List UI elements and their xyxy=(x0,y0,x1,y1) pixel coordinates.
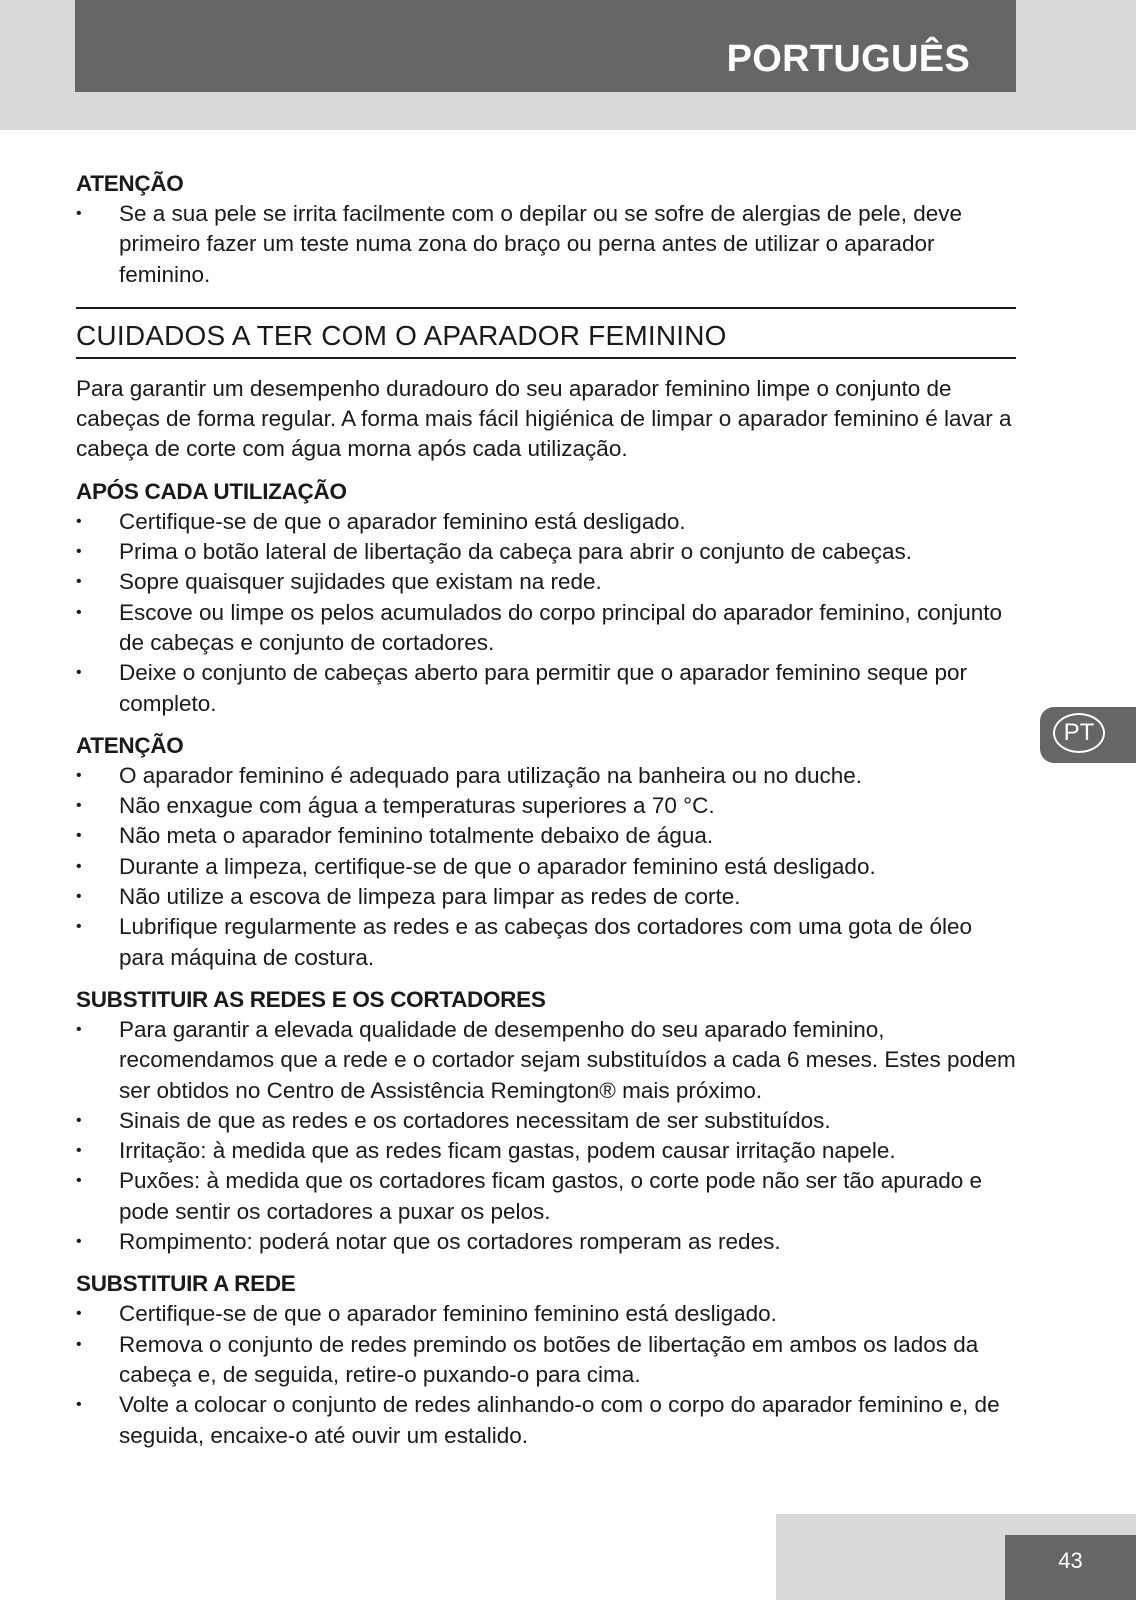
list-item xyxy=(76,761,1016,791)
list-item xyxy=(76,1227,1016,1257)
bullet: • xyxy=(76,888,82,906)
list-item xyxy=(76,1136,1016,1166)
list-item-text: Sinais de que as redes e os cortadores necessitam de ser substituídos. xyxy=(119,1107,831,1133)
header-bar xyxy=(75,0,1016,92)
bullet: • xyxy=(76,827,82,845)
list-item xyxy=(76,882,1016,912)
intro-paragraph: Para garantir um desempenho duradouro do seu aparador feminino limpe o conjunto de cabeças de forma regular. A forma mais fácil higiénica de limpar o aparador feminino é lavar a cabeça de corte com água morna após cada utilização. xyxy=(76,375,1012,462)
list-item xyxy=(76,1166,1016,1227)
list-item-text: O aparador feminino é adequado para utilização na banheira ou no duche. xyxy=(119,762,863,788)
list-item-text: Se a sua pele se irrita facilmente com o depilar ou se sofre de alergias de pele, deve primeiro fazer um teste numa zona do braço ou perna antes de utilizar o aparador feminino. xyxy=(119,201,962,287)
list-item xyxy=(76,1015,1016,1106)
bullet: • xyxy=(76,543,82,561)
bullet: • xyxy=(76,1396,82,1414)
section-header xyxy=(76,307,1016,359)
list-item xyxy=(76,567,1016,597)
list-item xyxy=(76,658,1016,719)
section-title: CUIDADOS A TER COM O APARADOR FEMININO xyxy=(76,319,727,351)
list-item-text: Para garantir a elevada qualidade de desempenho do seu aparado feminino, recomendamos que a rede e o cortador sejam substituídos a cada 6 meses. Estes podem ser obtidos no Centro de Assistência Remington® mais próximo. xyxy=(119,1016,1016,1103)
list-item xyxy=(76,199,1016,290)
list-item-text: Não enxague com água a temperaturas superiores a 70 °C. xyxy=(119,793,715,819)
list-item xyxy=(76,1390,1016,1451)
bullet: • xyxy=(76,1233,82,1251)
language-badge: PT xyxy=(1053,713,1105,753)
list-item-text: Não utilize a escova de limpeza para limpar as redes de corte. xyxy=(119,884,741,910)
bullet: • xyxy=(76,1111,82,1129)
language-tab xyxy=(1040,707,1136,763)
attention-heading-2: ATENÇÃO xyxy=(76,732,184,758)
list-item-text: Puxões: à medida que os cortadores ficam gastos, o corte pode não ser tão apurado e pode sentir os cortadores a puxar os pelos. xyxy=(119,1168,983,1224)
list-item xyxy=(76,852,1016,882)
attention-list-2 xyxy=(76,761,1016,973)
list-item-text: Certifique-se de que o aparador feminino feminino está desligado. xyxy=(119,1301,777,1327)
list-item xyxy=(76,1330,1016,1391)
bullet: • xyxy=(76,1142,82,1160)
list-item xyxy=(76,507,1016,537)
replace-foil-list xyxy=(76,1299,1016,1450)
list-item-text: Irritação: à medida que as redes ficam gastas, podem causar irritação napele. xyxy=(119,1138,896,1164)
bullet: • xyxy=(76,573,82,591)
bullet: • xyxy=(76,512,82,530)
after-each-use-list xyxy=(76,507,1016,719)
list-item xyxy=(76,821,1016,851)
list-item xyxy=(76,1299,1016,1329)
list-item-text: Volte a colocar o conjunto de redes alinhando-o com o corpo do aparador feminino e, de seguida, encaixe-o até ouvir um estalido. xyxy=(119,1392,1000,1448)
attention-list xyxy=(76,199,1016,290)
list-item-text: Não meta o aparador feminino totalmente debaixo de água. xyxy=(119,823,714,849)
bullet: • xyxy=(76,205,82,222)
bullet: • xyxy=(76,766,82,784)
page-content xyxy=(76,169,1016,1451)
bullet: • xyxy=(76,797,82,815)
bullet: • xyxy=(76,1305,82,1323)
list-item xyxy=(76,912,1016,973)
list-item xyxy=(76,1106,1016,1136)
list-item-text: Deixe o conjunto de cabeças aberto para permitir que o aparador feminino seque por completo. xyxy=(119,660,968,716)
list-item-text: Certifique-se de que o aparador feminino está desligado. xyxy=(119,508,686,534)
bullet: • xyxy=(76,1172,82,1190)
list-item-text: Sopre quaisquer sujidades que existam na rede. xyxy=(119,569,602,595)
replace-foils-cutters-list xyxy=(76,1015,1016,1257)
list-item-text: Prima o botão lateral de libertação da cabeça para abrir o conjunto de cabeças. xyxy=(119,539,912,565)
bullet: • xyxy=(76,1335,82,1353)
bullet: • xyxy=(76,664,82,682)
list-item-text: Escove ou limpe os pelos acumulados do corpo principal do aparador feminino, conjunto de cabeças e conjunto de cortadores. xyxy=(119,599,1003,655)
bullet: • xyxy=(76,603,82,621)
replace-foil-heading: SUBSTITUIR A REDE xyxy=(76,1271,296,1297)
list-item-text: Durante a limpeza, certifique-se de que o aparador feminino está desligado. xyxy=(119,853,876,879)
list-item-text: Remova o conjunto de redes premindo os botões de libertação em ambos os lados da cabeça e, de seguida, retire-o puxando-o para cima. xyxy=(119,1331,979,1387)
bullet: • xyxy=(76,918,82,936)
page-number-box xyxy=(1005,1535,1136,1600)
bullet: • xyxy=(76,857,82,875)
replace-foils-cutters-heading: SUBSTITUIR AS REDES E OS CORTADORES xyxy=(76,986,546,1012)
attention-heading: ATENÇÃO xyxy=(76,171,184,196)
language-title: PORTUGUÊS xyxy=(726,38,970,80)
bullet: • xyxy=(76,1020,82,1038)
list-item-text: Lubrifique regularmente as redes e as cabeças dos cortadores com uma gota de óleo para máquina de costura. xyxy=(119,914,973,970)
page-number: 43 xyxy=(1058,1548,1083,1573)
after-each-use-heading: APÓS CADA UTILIZAÇÃO xyxy=(76,478,347,504)
list-item xyxy=(76,791,1016,821)
list-item xyxy=(76,598,1016,659)
list-item xyxy=(76,537,1016,567)
list-item-text: Rompimento: poderá notar que os cortadores romperam as redes. xyxy=(119,1229,781,1255)
